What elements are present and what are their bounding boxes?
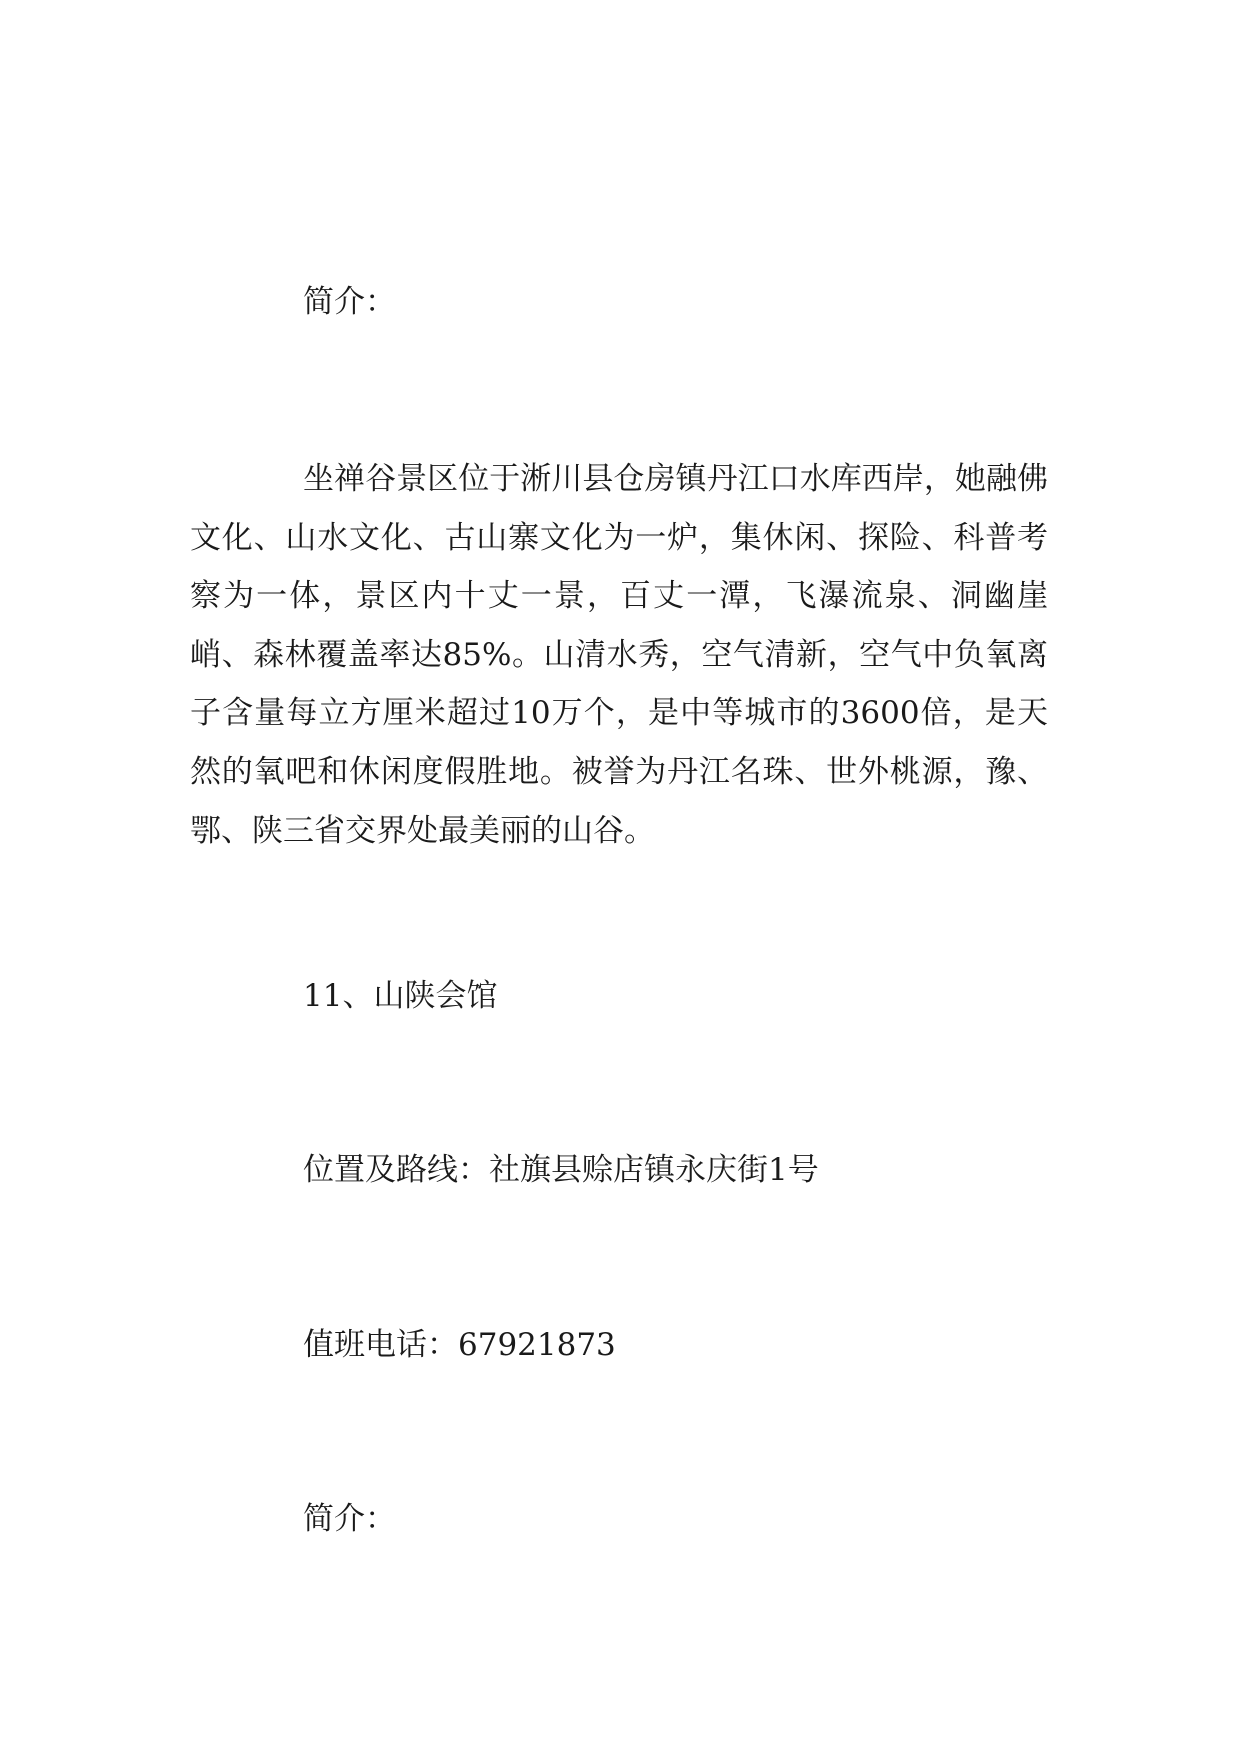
section-title: 11、山陕会馆 — [303, 978, 498, 1014]
intro-heading: 简介： — [303, 284, 396, 320]
location-route-line: 位置及路线：社旗县赊店镇永庆街1号 — [303, 1152, 819, 1188]
duty-phone-line: 值班电话：67921873 — [303, 1327, 616, 1363]
scenic-area-description: 坐禅谷景区位于淅川县仓房镇丹江口水库西岸，她融佛文化、山水文化、古山寨文化为一炉，集休闲、探险、科普考察为一体，景区内十丈一景，百丈一潭，飞瀑流泉、洞幽崖峭、森林覆盖率达85%。山清水秀，空气清新，空气中负氧离子含量每立方厘米超过10万个，是中等城市的3600倍，是天然的氧吧和休闲度假胜地。被誉为丹江名珠、世外桃源，豫、鄂、陕三省交界处最美丽的山谷。 — [190, 461, 1048, 849]
intro-heading-second: 简介： — [303, 1501, 396, 1537]
